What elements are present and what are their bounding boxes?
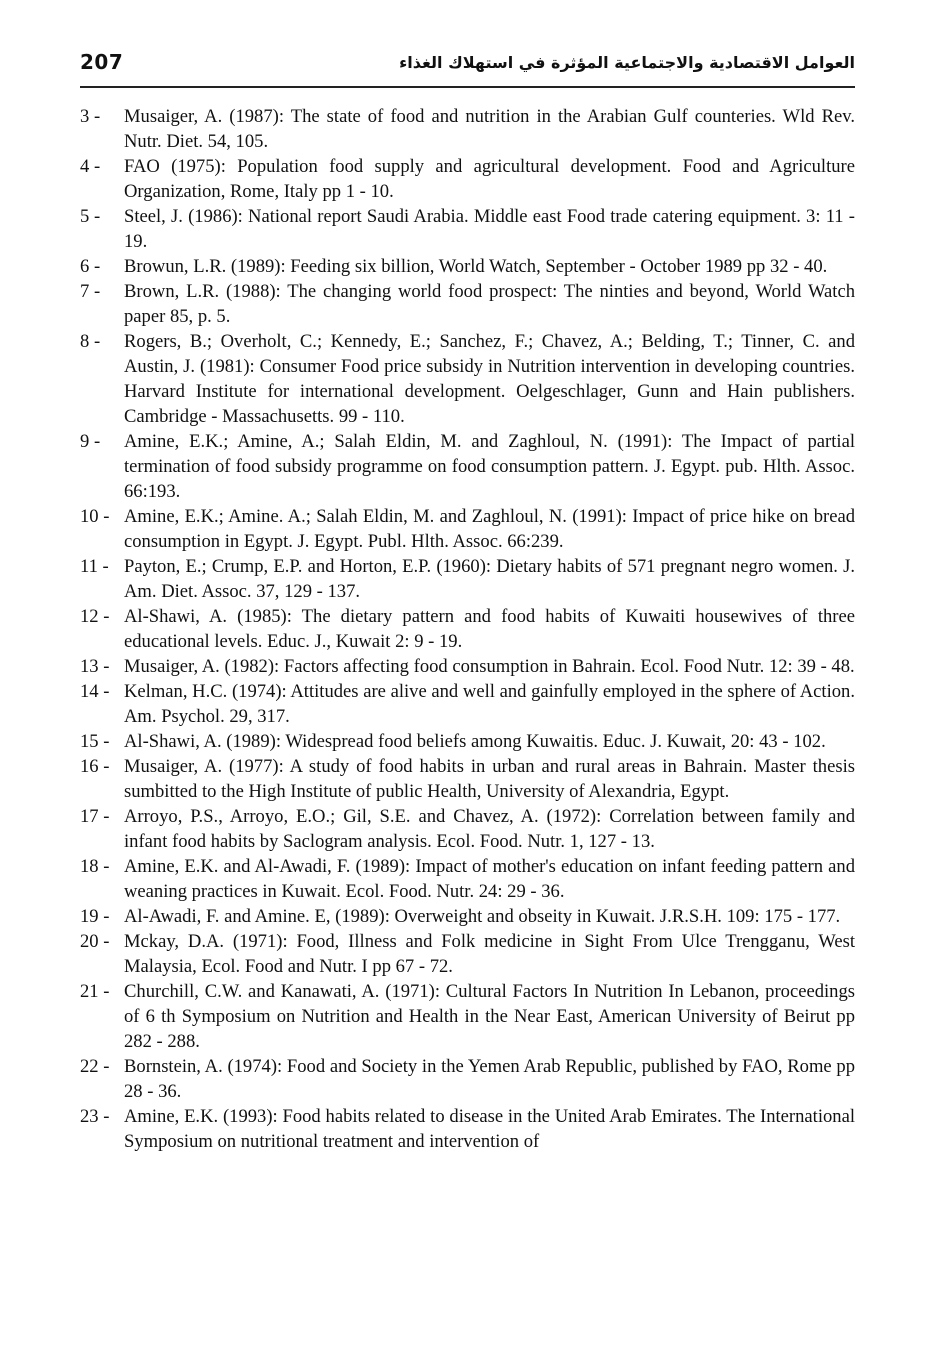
reference-number: 21 - bbox=[80, 981, 110, 1002]
reference-item bbox=[80, 429, 855, 504]
reference-text: Bornstein, A. (1974): Food and Society in the Yemen Arab Republic, published by FAO, Rome pp 28 - 36. bbox=[124, 1056, 855, 1102]
reference-item bbox=[80, 154, 855, 204]
reference-text: Musaiger, A. (1982): Factors affecting food consumption in Bahrain. Ecol. Food Nutr. 12: 39 - 48. bbox=[124, 656, 855, 677]
reference-number: 17 - bbox=[80, 806, 110, 827]
reference-number: 15 - bbox=[80, 731, 110, 752]
reference-number: 4 - bbox=[80, 156, 101, 177]
reference-item bbox=[80, 804, 855, 854]
reference-text: Al-Shawi, A. (1985): The dietary pattern and food habits of Kuwaiti housewives of three educational levels. Educ. J., Kuwait 2: 9 - 19. bbox=[124, 606, 855, 652]
reference-text: Steel, J. (1986): National report Saudi Arabia. Middle east Food trade catering equipment. 3: 11 - 19. bbox=[124, 206, 855, 252]
reference-text: Rogers, B.; Overholt, C.; Kennedy, E.; Sanchez, F.; Chavez, A.; Belding, T.; Tinner, C. and Austin, J. (1981): Consumer Food price subsidy in Nutrition intervention in developing countries. Harvard Institute for international development. Oelgeschlager, Gunn and Hain publishers. Cambridge - Massachusetts. 99 - 110. bbox=[124, 331, 855, 427]
reference-text: Amine, E.K.; Amine, A.; Salah Eldin, M. and Zaghloul, N. (1991): The Impact of partial termination of food subsidy programme on food consumption pattern. J. Egypt. pub. Hlth. Assoc. 66:193. bbox=[124, 431, 855, 502]
reference-text: Musaiger, A. (1987): The state of food and nutrition in the Arabian Gulf counteries. Wld Rev. Nutr. Diet. 54, 105. bbox=[124, 106, 855, 152]
reference-number: 9 - bbox=[80, 431, 101, 452]
reference-number: 22 - bbox=[80, 1056, 110, 1077]
reference-number: 5 - bbox=[80, 206, 101, 227]
reference-number: 8 - bbox=[80, 331, 101, 352]
reference-item bbox=[80, 679, 855, 729]
page-number: 207 bbox=[80, 50, 124, 74]
reference-text: Payton, E.; Crump, E.P. and Horton, E.P. (1960): Dietary habits of 571 pregnant negro women. J. Am. Diet. Assoc. 37, 129 - 137. bbox=[124, 556, 855, 602]
reference-item bbox=[80, 854, 855, 904]
reference-text: Amine, E.K.; Amine. A.; Salah Eldin, M. and Zaghloul, N. (1991): Impact of price hike on bread consumption in Egypt. J. Egypt. Publ. Hlth. Assoc. 66:239. bbox=[124, 506, 855, 552]
reference-number: 18 - bbox=[80, 856, 110, 877]
reference-text: FAO (1975): Population food supply and agricultural development. Food and Agriculture Organization, Rome, Italy pp 1 - 10. bbox=[124, 156, 855, 202]
reference-number: 12 - bbox=[80, 606, 110, 627]
reference-number: 3 - bbox=[80, 106, 101, 127]
reference-list bbox=[80, 104, 855, 1154]
reference-item bbox=[80, 329, 855, 429]
reference-item bbox=[80, 979, 855, 1054]
reference-number: 13 - bbox=[80, 656, 110, 677]
reference-item bbox=[80, 904, 855, 929]
reference-text: Brown, L.R. (1988): The changing world food prospect: The ninties and beyond, World Watch paper 85, p. 5. bbox=[124, 281, 855, 327]
reference-number: 16 - bbox=[80, 756, 110, 777]
reference-item bbox=[80, 504, 855, 554]
reference-number: 20 - bbox=[80, 931, 110, 952]
reference-item bbox=[80, 754, 855, 804]
reference-number: 6 - bbox=[80, 256, 101, 277]
running-header bbox=[80, 42, 855, 82]
reference-number: 7 - bbox=[80, 281, 101, 302]
reference-text: Al-Shawi, A. (1989): Widespread food beliefs among Kuwaitis. Educ. J. Kuwait, 20: 43 - 102. bbox=[124, 731, 826, 752]
reference-item bbox=[80, 929, 855, 979]
reference-item bbox=[80, 1054, 855, 1104]
reference-text: Amine, E.K. (1993): Food habits related to disease in the United Arab Emirates. The International Symposium on nutritional treatment and intervention of bbox=[124, 1106, 855, 1152]
reference-item bbox=[80, 654, 855, 679]
reference-item bbox=[80, 554, 855, 604]
reference-text: Amine, E.K. and Al-Awadi, F. (1989): Impact of mother's education on infant feeding pattern and weaning practices in Kuwait. Ecol. Food. Nutr. 24: 29 - 36. bbox=[124, 856, 855, 902]
reference-item bbox=[80, 279, 855, 329]
reference-text: Churchill, C.W. and Kanawati, A. (1971): Cultural Factors In Nutrition In Lebanon, proceedings of 6 th Symposium on Nutrition and Health in the Near East, American University of Beirut pp 282 - 288. bbox=[124, 981, 855, 1052]
reference-text: Mckay, D.A. (1971): Food, Illness and Folk medicine in Sight From Ulce Trengganu, West Malaysia, Ecol. Food and Nutr. I pp 67 - 72. bbox=[124, 931, 855, 977]
reference-text: Musaiger, A. (1977): A study of food habits in urban and rural areas in Bahrain. Master thesis sumbitted to the High Institute of public Health, University of Alexandria, Egypt. bbox=[124, 756, 855, 802]
reference-number: 11 - bbox=[80, 556, 109, 577]
reference-number: 10 - bbox=[80, 506, 110, 527]
reference-text: Browun, L.R. (1989): Feeding six billion, World Watch, September - October 1989 pp 32 - 40. bbox=[124, 256, 828, 277]
running-title: العوامل الاقتصادية والاجتماعية المؤثرة في استهلاك الغذاء bbox=[399, 52, 855, 72]
reference-item bbox=[80, 254, 855, 279]
reference-text: Arroyo, P.S., Arroyo, E.O.; Gil, S.E. and Chavez, A. (1972): Correlation between family and infant food habits by Saclogram analysis. Ecol. Food. Nutr. 1, 127 - 13. bbox=[124, 806, 855, 852]
reference-item bbox=[80, 104, 855, 154]
reference-text: Al-Awadi, F. and Amine. E, (1989): Overweight and obseity in Kuwait. J.R.S.H. 109: 175 - 177. bbox=[124, 906, 841, 927]
reference-number: 23 - bbox=[80, 1106, 110, 1127]
reference-number: 19 - bbox=[80, 906, 110, 927]
reference-item bbox=[80, 204, 855, 254]
reference-item bbox=[80, 729, 855, 754]
reference-item bbox=[80, 1104, 855, 1154]
reference-number: 14 - bbox=[80, 681, 110, 702]
reference-text: Kelman, H.C. (1974): Attitudes are alive and well and gainfully employed in the sphere of Action. Am. Psychol. 29, 317. bbox=[124, 681, 855, 727]
reference-item bbox=[80, 604, 855, 654]
header-rule bbox=[80, 86, 855, 88]
